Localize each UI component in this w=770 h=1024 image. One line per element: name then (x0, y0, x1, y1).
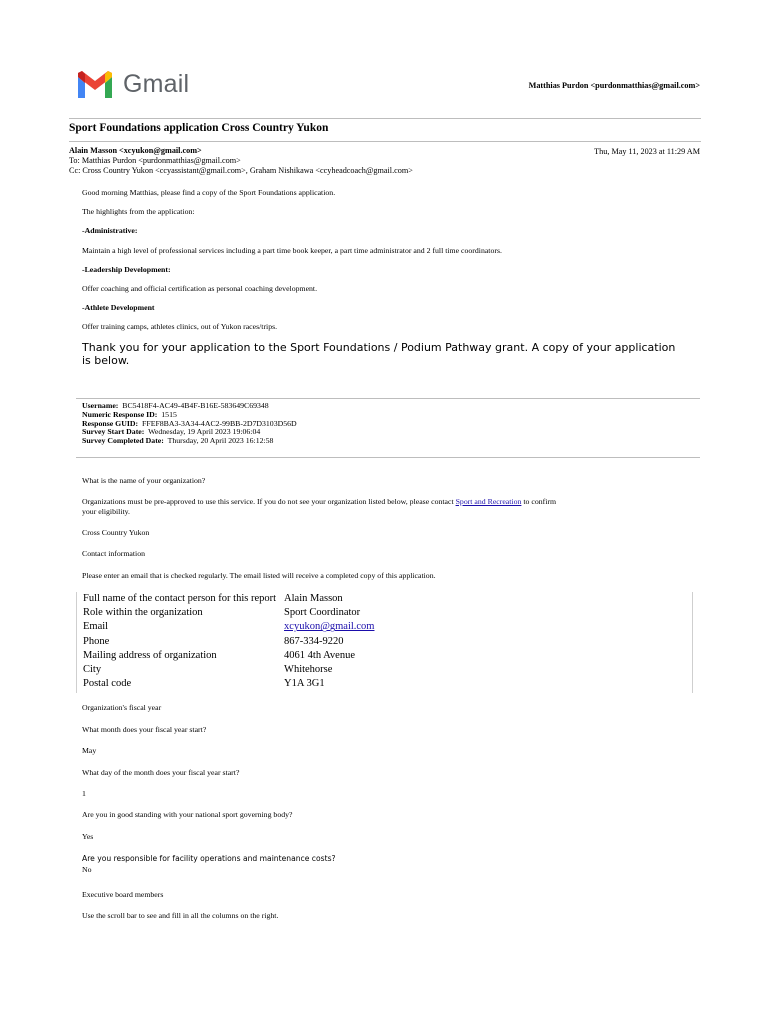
board-heading: Executive board members (82, 890, 164, 899)
contact-label: Postal code (83, 678, 132, 690)
contact-email-cell (280, 620, 378, 634)
sender: Alain Masson <xcyukon@gmail.com> (69, 146, 202, 155)
completed-date-label: Survey Completed Date: (82, 436, 164, 446)
start-date-value: Wednesday, 19 April 2023 19:06:04 (148, 427, 261, 437)
org-name-answer: Cross Country Yukon (82, 528, 150, 537)
contact-value: 867-334-9220 (284, 635, 344, 647)
contact-value: 4061 4th Avenue (284, 649, 355, 661)
email-date: Thu, May 11, 2023 at 11:29 AM (594, 147, 700, 156)
response-id-value: 1515 (161, 409, 177, 419)
recipient-cc: Cc: Cross Country Yukon <ccyassistant@gmail.com>, Graham Nishikawa <ccyheadcoach@gmail.com> (69, 166, 413, 175)
answer-month: May (82, 746, 97, 755)
answer-facility: No (82, 865, 92, 874)
contact-value: Sport Coordinator (284, 607, 361, 619)
table-row (76, 592, 378, 606)
fiscal-heading: Organization's fiscal year (82, 703, 162, 712)
response-id-label: Numeric Response ID: (82, 409, 158, 419)
athlete-heading: -Athlete Development (82, 303, 155, 312)
guid-label: Response GUID: (82, 418, 139, 428)
email-note: Please enter an email that is checked regularly. The email listed will receive a completed copy of this application. (82, 571, 436, 580)
greeting: Good morning Matthias, please find a copy of the Sport Foundations application. (82, 188, 336, 197)
contact-label: Full name of the contact person for this report (83, 593, 277, 605)
email-subject: Sport Foundations application Cross Country Yukon (69, 122, 329, 134)
leadership-heading: -Leadership Development: (82, 265, 171, 274)
preapproved-note (82, 497, 692, 517)
table-row (76, 606, 378, 620)
gmail-logo (75, 70, 199, 100)
scroll-note: Use the scroll bar to see and fill in all the columns on the right. (82, 911, 279, 920)
highlights-intro: The highlights from the application: (82, 207, 195, 216)
preapproved-text: Organizations must be pre-approved to use this service. If you do not see your organization listed below, please contact (82, 497, 456, 506)
question-month: What month does your fiscal year start? (82, 725, 207, 734)
table-border-right (692, 592, 693, 693)
contact-label: Email (83, 621, 109, 633)
thank-you-message: Thank you for your application to the Sport Foundations / Podium Pathway grant. A copy of your application is below. (82, 341, 676, 367)
question-facility: Are you responsible for facility operations and maintenance costs? (82, 854, 336, 863)
start-date-label: Survey Start Date: (82, 427, 145, 437)
table-row (76, 663, 378, 677)
guid-value: FFEF8BA3-3A34-4AC2-99BB-2D7D3103D56D (142, 418, 297, 428)
contact-value: Whitehorse (284, 664, 333, 676)
completed-date-value: Thursday, 20 April 2023 16:12:58 (167, 436, 274, 446)
sport-recreation-link[interactable]: Sport and Recreation (455, 497, 522, 506)
contact-label: Role within the organization (83, 607, 203, 619)
divider (69, 141, 701, 142)
contact-email-link[interactable]: xcyukon@gmail.com (284, 621, 375, 633)
preapproved-text-3: your eligibility. (82, 507, 131, 516)
contact-value: Y1A 3G1 (284, 678, 325, 690)
answer-standing: Yes (82, 832, 94, 841)
contact-value: Alain Masson (284, 593, 343, 605)
account-email: Matthias Purdon <purdonmatthias@gmail.com> (528, 81, 700, 90)
admin-text: Maintain a high level of professional services including a part time book keeper, a part time administrator and 2 full time coordinators. (82, 246, 502, 255)
divider (76, 398, 700, 399)
question-org-name: What is the name of your organization? (82, 476, 206, 485)
completed-date-row (82, 437, 297, 446)
recipient-to: To: Matthias Purdon <purdonmatthias@gmail.com> (69, 156, 241, 165)
answer-day: 1 (82, 789, 86, 798)
preapproved-text-2: to confirm (521, 497, 557, 506)
survey-info (82, 402, 297, 446)
gmail-wordmark: Gmail (123, 70, 190, 98)
leadership-text: Offer coaching and official certification as personal coaching development. (82, 284, 318, 293)
table-row (76, 635, 378, 649)
divider (76, 457, 700, 458)
gmail-m-icon (75, 70, 115, 100)
question-day: What day of the month does your fiscal year start? (82, 768, 240, 777)
contact-label: Phone (83, 635, 110, 647)
table-row (76, 677, 378, 691)
contact-label: City (83, 664, 102, 676)
contact-heading: Contact information (82, 549, 146, 558)
question-standing: Are you in good standing with your national sport governing body? (82, 810, 293, 819)
table-row (76, 649, 378, 663)
contact-table (76, 592, 378, 691)
athlete-text: Offer training camps, athletes clinics, out of Yukon races/trips. (82, 322, 278, 331)
contact-label: Mailing address of organization (83, 649, 217, 661)
divider (69, 118, 701, 119)
table-row (76, 620, 378, 634)
admin-heading: -Administrative: (82, 226, 138, 235)
username-value: BC5418F4-AC49-4B4F-B16E-583649C69348 (122, 401, 269, 410)
username-label: Username: (82, 401, 119, 410)
